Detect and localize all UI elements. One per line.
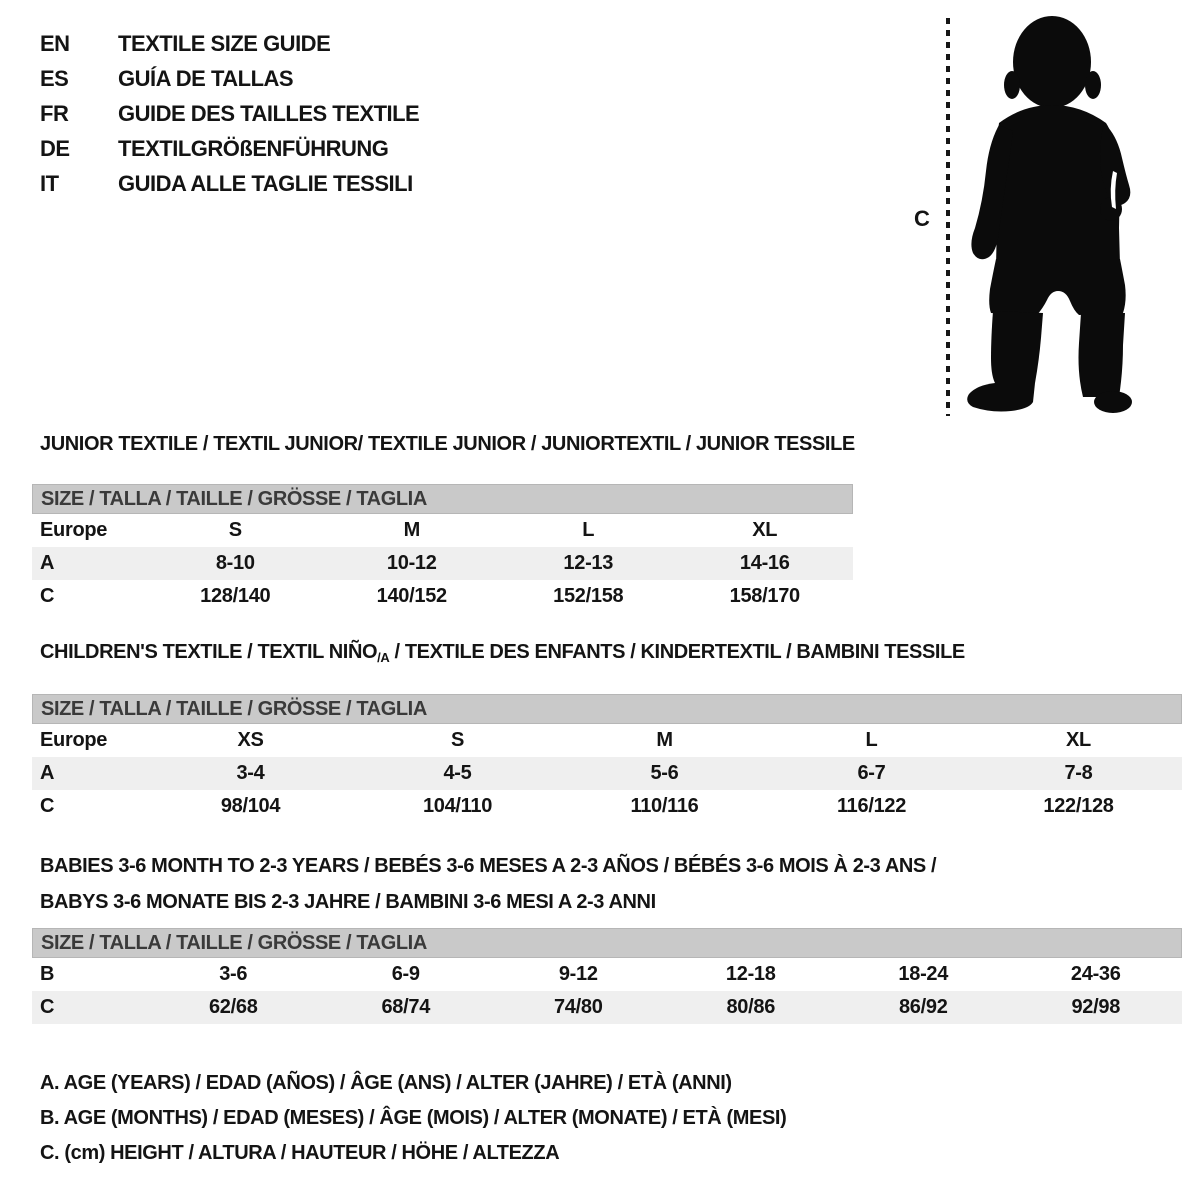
language-title: TEXTILE SIZE GUIDE [118, 30, 331, 56]
value-cell: M [403, 519, 420, 541]
value-cell: 4-5 [354, 757, 561, 790]
value-cell: XS [237, 729, 264, 751]
row-label-cell: B [40, 963, 55, 985]
language-row [40, 26, 419, 61]
section-heading-junior: JUNIOR TEXTILE / TEXTIL JUNIOR/ TEXTILE JUNIOR / JUNIORTEXTIL / JUNIOR TESSILE [40, 433, 855, 455]
value-cell: XL [752, 519, 778, 541]
language-code: IT [40, 170, 59, 196]
value-cell: 12-13 [500, 547, 677, 580]
row-label-cell: Europe [40, 729, 108, 751]
table-row [32, 547, 853, 580]
row-label-cell: A [32, 547, 147, 580]
value-cell: 5-6 [561, 757, 768, 790]
value-cell: L [865, 729, 878, 751]
language-title: GUÍA DE TALLAS [118, 65, 294, 91]
language-list [40, 26, 419, 201]
value-cell: 6-7 [768, 757, 975, 790]
row-label-cell: C [32, 991, 147, 1024]
value-cell: XL [1066, 729, 1091, 751]
height-figure [900, 8, 1180, 423]
table-row [32, 991, 1182, 1024]
value-cell: 9-12 [558, 963, 598, 985]
size-header-bar: SIZE / TALLA / TAILLE / GRÖSSE / TAGLIA [32, 484, 853, 514]
size-header-bar: SIZE / TALLA / TAILLE / GRÖSSE / TAGLIA [32, 694, 1182, 724]
value-cell: L [582, 519, 595, 541]
value-cell: 140/152 [376, 585, 447, 607]
language-code: DE [40, 135, 70, 161]
section-heading-babies-line2: BABYS 3-6 MONATE BIS 2-3 JAHRE / BAMBINI 3-6 MESI A 2-3 ANNI [40, 891, 656, 913]
table-row [32, 958, 1182, 991]
table-row [32, 790, 1182, 823]
table-row [32, 580, 853, 613]
language-row [40, 96, 419, 131]
section-heading-babies-line1: BABIES 3-6 MONTH TO 2-3 YEARS / BEBÉS 3-6 MESES A 2-3 AÑOS / BÉBÉS 3-6 MOIS À 2-3 ANS / [40, 855, 937, 877]
value-cell: 152/158 [553, 585, 624, 607]
section-junior [32, 432, 853, 613]
language-row [40, 131, 419, 166]
babies-size-table [32, 958, 1182, 1024]
table-row [32, 514, 853, 547]
language-title: GUIDE DES TAILLES TEXTILE [118, 100, 420, 126]
value-cell: 14-16 [677, 547, 854, 580]
value-cell: 18-24 [898, 963, 949, 985]
section-children [32, 640, 1182, 823]
heading-subscript: /A [377, 650, 390, 665]
table-row [32, 757, 1182, 790]
junior-size-table [32, 514, 853, 613]
value-cell: 116/122 [836, 795, 907, 817]
table-row [32, 724, 1182, 757]
section-heading-children [40, 640, 1182, 670]
footnote: B. AGE (MONTHS) / EDAD (MESES) / ÂGE (MOIS) / ALTER (MONATE) / ETÀ (MESI) [40, 1107, 787, 1129]
value-cell: 158/170 [729, 585, 800, 607]
baby-silhouette-icon [963, 13, 1138, 413]
value-cell: 62/68 [147, 991, 320, 1024]
size-header-bar: SIZE / TALLA / TAILLE / GRÖSSE / TAGLIA [32, 928, 1182, 958]
value-cell: 68/74 [320, 991, 493, 1024]
value-cell: 128/140 [200, 585, 271, 607]
language-code: ES [40, 65, 69, 91]
value-cell: 110/116 [630, 795, 699, 817]
value-cell: 80/86 [665, 991, 838, 1024]
value-cell: 24-36 [1070, 963, 1121, 985]
value-cell: 8-10 [147, 547, 324, 580]
height-dashed-line-icon [946, 18, 950, 416]
footnote: C. (cm) HEIGHT / ALTURA / HAUTEUR / HÖHE / ALTEZZA [40, 1142, 560, 1164]
value-cell: 7-8 [975, 757, 1182, 790]
row-label-cell: Europe [40, 519, 108, 541]
heading-text: / TEXTILE DES ENFANTS / KINDERTEXTIL / BAMBINI TESSILE [389, 641, 965, 663]
value-cell: 3-6 [219, 963, 248, 985]
section-babies [32, 848, 1182, 1024]
row-label-cell: C [40, 795, 55, 817]
value-cell: S [228, 519, 242, 541]
language-row [40, 166, 419, 201]
footnote: A. AGE (YEARS) / EDAD (AÑOS) / ÂGE (ANS) / ALTER (JAHRE) / ETÀ (ANNI) [40, 1072, 732, 1094]
value-cell: 10-12 [324, 547, 501, 580]
value-cell: 6-9 [391, 963, 420, 985]
value-cell: 92/98 [1010, 991, 1183, 1024]
value-cell: 122/128 [1043, 795, 1114, 817]
height-label: C [914, 206, 930, 231]
value-cell: 3-4 [147, 757, 354, 790]
value-cell: 104/110 [422, 795, 493, 817]
value-cell: M [656, 729, 673, 751]
value-cell: 86/92 [837, 991, 1010, 1024]
language-code: FR [40, 100, 69, 126]
language-row [40, 61, 419, 96]
language-title: TEXTILGRÖßENFÜHRUNG [118, 135, 389, 161]
row-label-cell: A [32, 757, 147, 790]
value-cell: 98/104 [220, 795, 281, 817]
language-title: GUIDA ALLE TAGLIE TESSILI [118, 170, 413, 196]
children-size-table [32, 724, 1182, 823]
row-label-cell: C [40, 585, 55, 607]
footnotes [40, 1066, 786, 1171]
value-cell: S [450, 729, 465, 751]
language-code: EN [40, 30, 70, 56]
heading-text: CHILDREN'S TEXTILE / TEXTIL NIÑO [40, 641, 378, 663]
value-cell: 12-18 [725, 963, 776, 985]
value-cell: 74/80 [492, 991, 665, 1024]
